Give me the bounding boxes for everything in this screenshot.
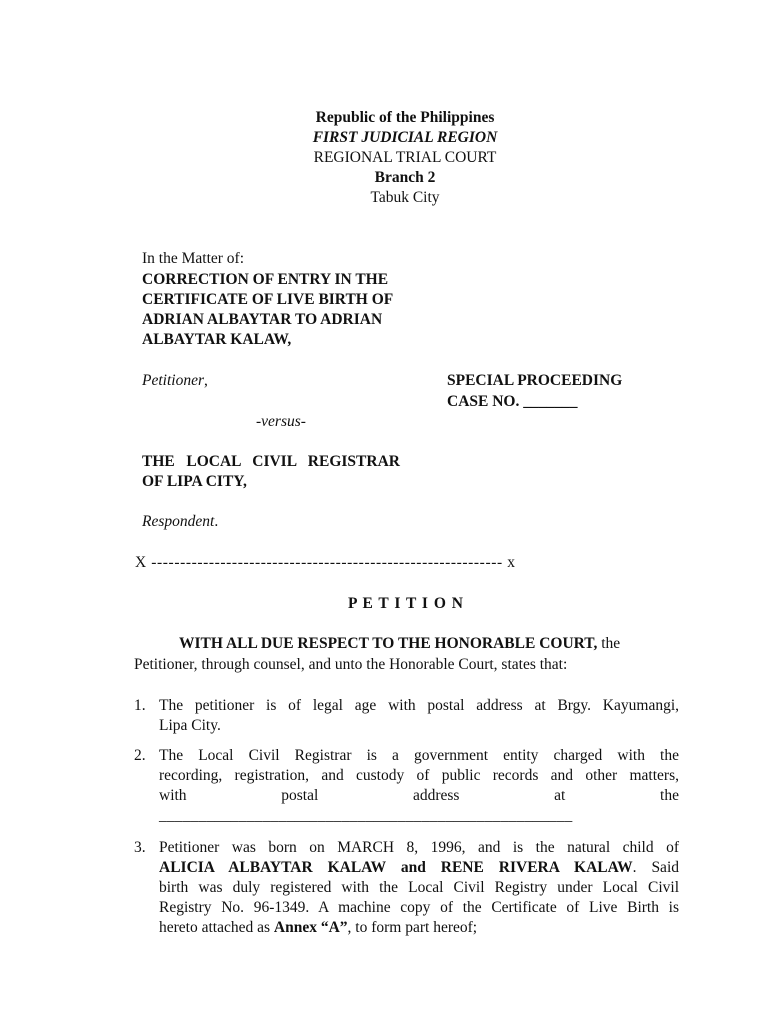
matter-line-4: ALBAYTAR KALAW, — [142, 331, 292, 348]
header-city: Tabuk City — [370, 189, 440, 206]
item-3-line-2 — [159, 858, 679, 878]
intro-the: the — [597, 635, 621, 652]
item-1-line-2: Lipa City. — [159, 717, 221, 734]
matter-line-2: CERTIFICATE OF LIVE BIRTH OF — [142, 291, 394, 308]
respondent-line-2: OF LIPA CITY, — [142, 473, 247, 490]
special-proceeding: SPECIAL PROCEEDING — [447, 372, 623, 389]
item-2-line-4: ____________________________________________________ — [159, 807, 573, 824]
item-3-line-3: birth was duly registered with the Local Civil Registry under Local Civil — [159, 879, 679, 896]
intro-line-1 — [179, 634, 677, 654]
item-3-number: 3. — [134, 839, 146, 856]
item-2-line-3: with postal address at the — [159, 787, 679, 804]
matter-label: In the Matter of: — [142, 250, 245, 267]
petitioner-comma: , — [204, 372, 208, 389]
item-3-line-5-post: , to form part hereof; — [347, 919, 478, 936]
item-3-parents: ALICIA ALBAYTAR KALAW and RENE RIVERA KALAW — [159, 859, 633, 876]
respondent-word: Respondent — [142, 513, 215, 530]
item-3-line-5-pre: hereto attached as — [159, 919, 274, 936]
intro-line-2: Petitioner, through counsel, and unto the Honorable Court, states that: — [134, 656, 568, 673]
item-1-text — [159, 696, 679, 736]
item-1-number: 1. — [134, 697, 146, 714]
item-1-line-1: The petitioner is of legal age with postal address at Brgy. Kayumangi, — [159, 697, 679, 714]
header-judicial-region: FIRST JUDICIAL REGION — [312, 129, 498, 146]
item-2-text — [159, 746, 679, 826]
item-3-line-5 — [159, 918, 679, 938]
item-3-annex: Annex “A” — [273, 919, 348, 936]
item-3-line-1: Petitioner was born on MARCH 8, 1996, and is the natural child of — [159, 839, 679, 856]
caption-separator: X ------------------------------------------------------------- x — [135, 554, 516, 571]
versus-label: -versus- — [256, 413, 306, 430]
item-3-text — [159, 838, 679, 938]
matter-line-1: CORRECTION OF ENTRY IN THE — [142, 271, 389, 288]
respondent-line-1: THE LOCAL CIVIL REGISTRAR — [142, 453, 400, 470]
header-court: REGIONAL TRIAL COURT — [313, 149, 497, 166]
matter-line-3: ADRIAN ALBAYTAR TO ADRIAN — [142, 311, 383, 328]
item-3-line-4: Registry No. 96-1349. A machine copy of the Certificate of Live Birth is — [159, 899, 679, 916]
petition-title: P E T I T I O N — [348, 595, 464, 612]
intro-bold: WITH ALL DUE RESPECT TO THE HONORABLE COURT, — [179, 635, 598, 652]
respondent-period: . — [214, 513, 219, 530]
item-3-said: . Said — [632, 859, 679, 876]
item-2-line-1: The Local Civil Registrar is a government entity charged with the — [159, 747, 679, 764]
header-branch: Branch 2 — [374, 169, 436, 186]
respondent-label — [142, 512, 218, 532]
item-2-line-2: recording, registration, and custody of public records and other matters, — [159, 767, 679, 784]
header-republic: Republic of the Philippines — [315, 109, 495, 126]
case-number: CASE NO. _______ — [447, 393, 578, 410]
petitioner-word: Petitioner — [142, 372, 204, 389]
petitioner-label — [142, 371, 208, 391]
item-2-number: 2. — [134, 747, 146, 764]
